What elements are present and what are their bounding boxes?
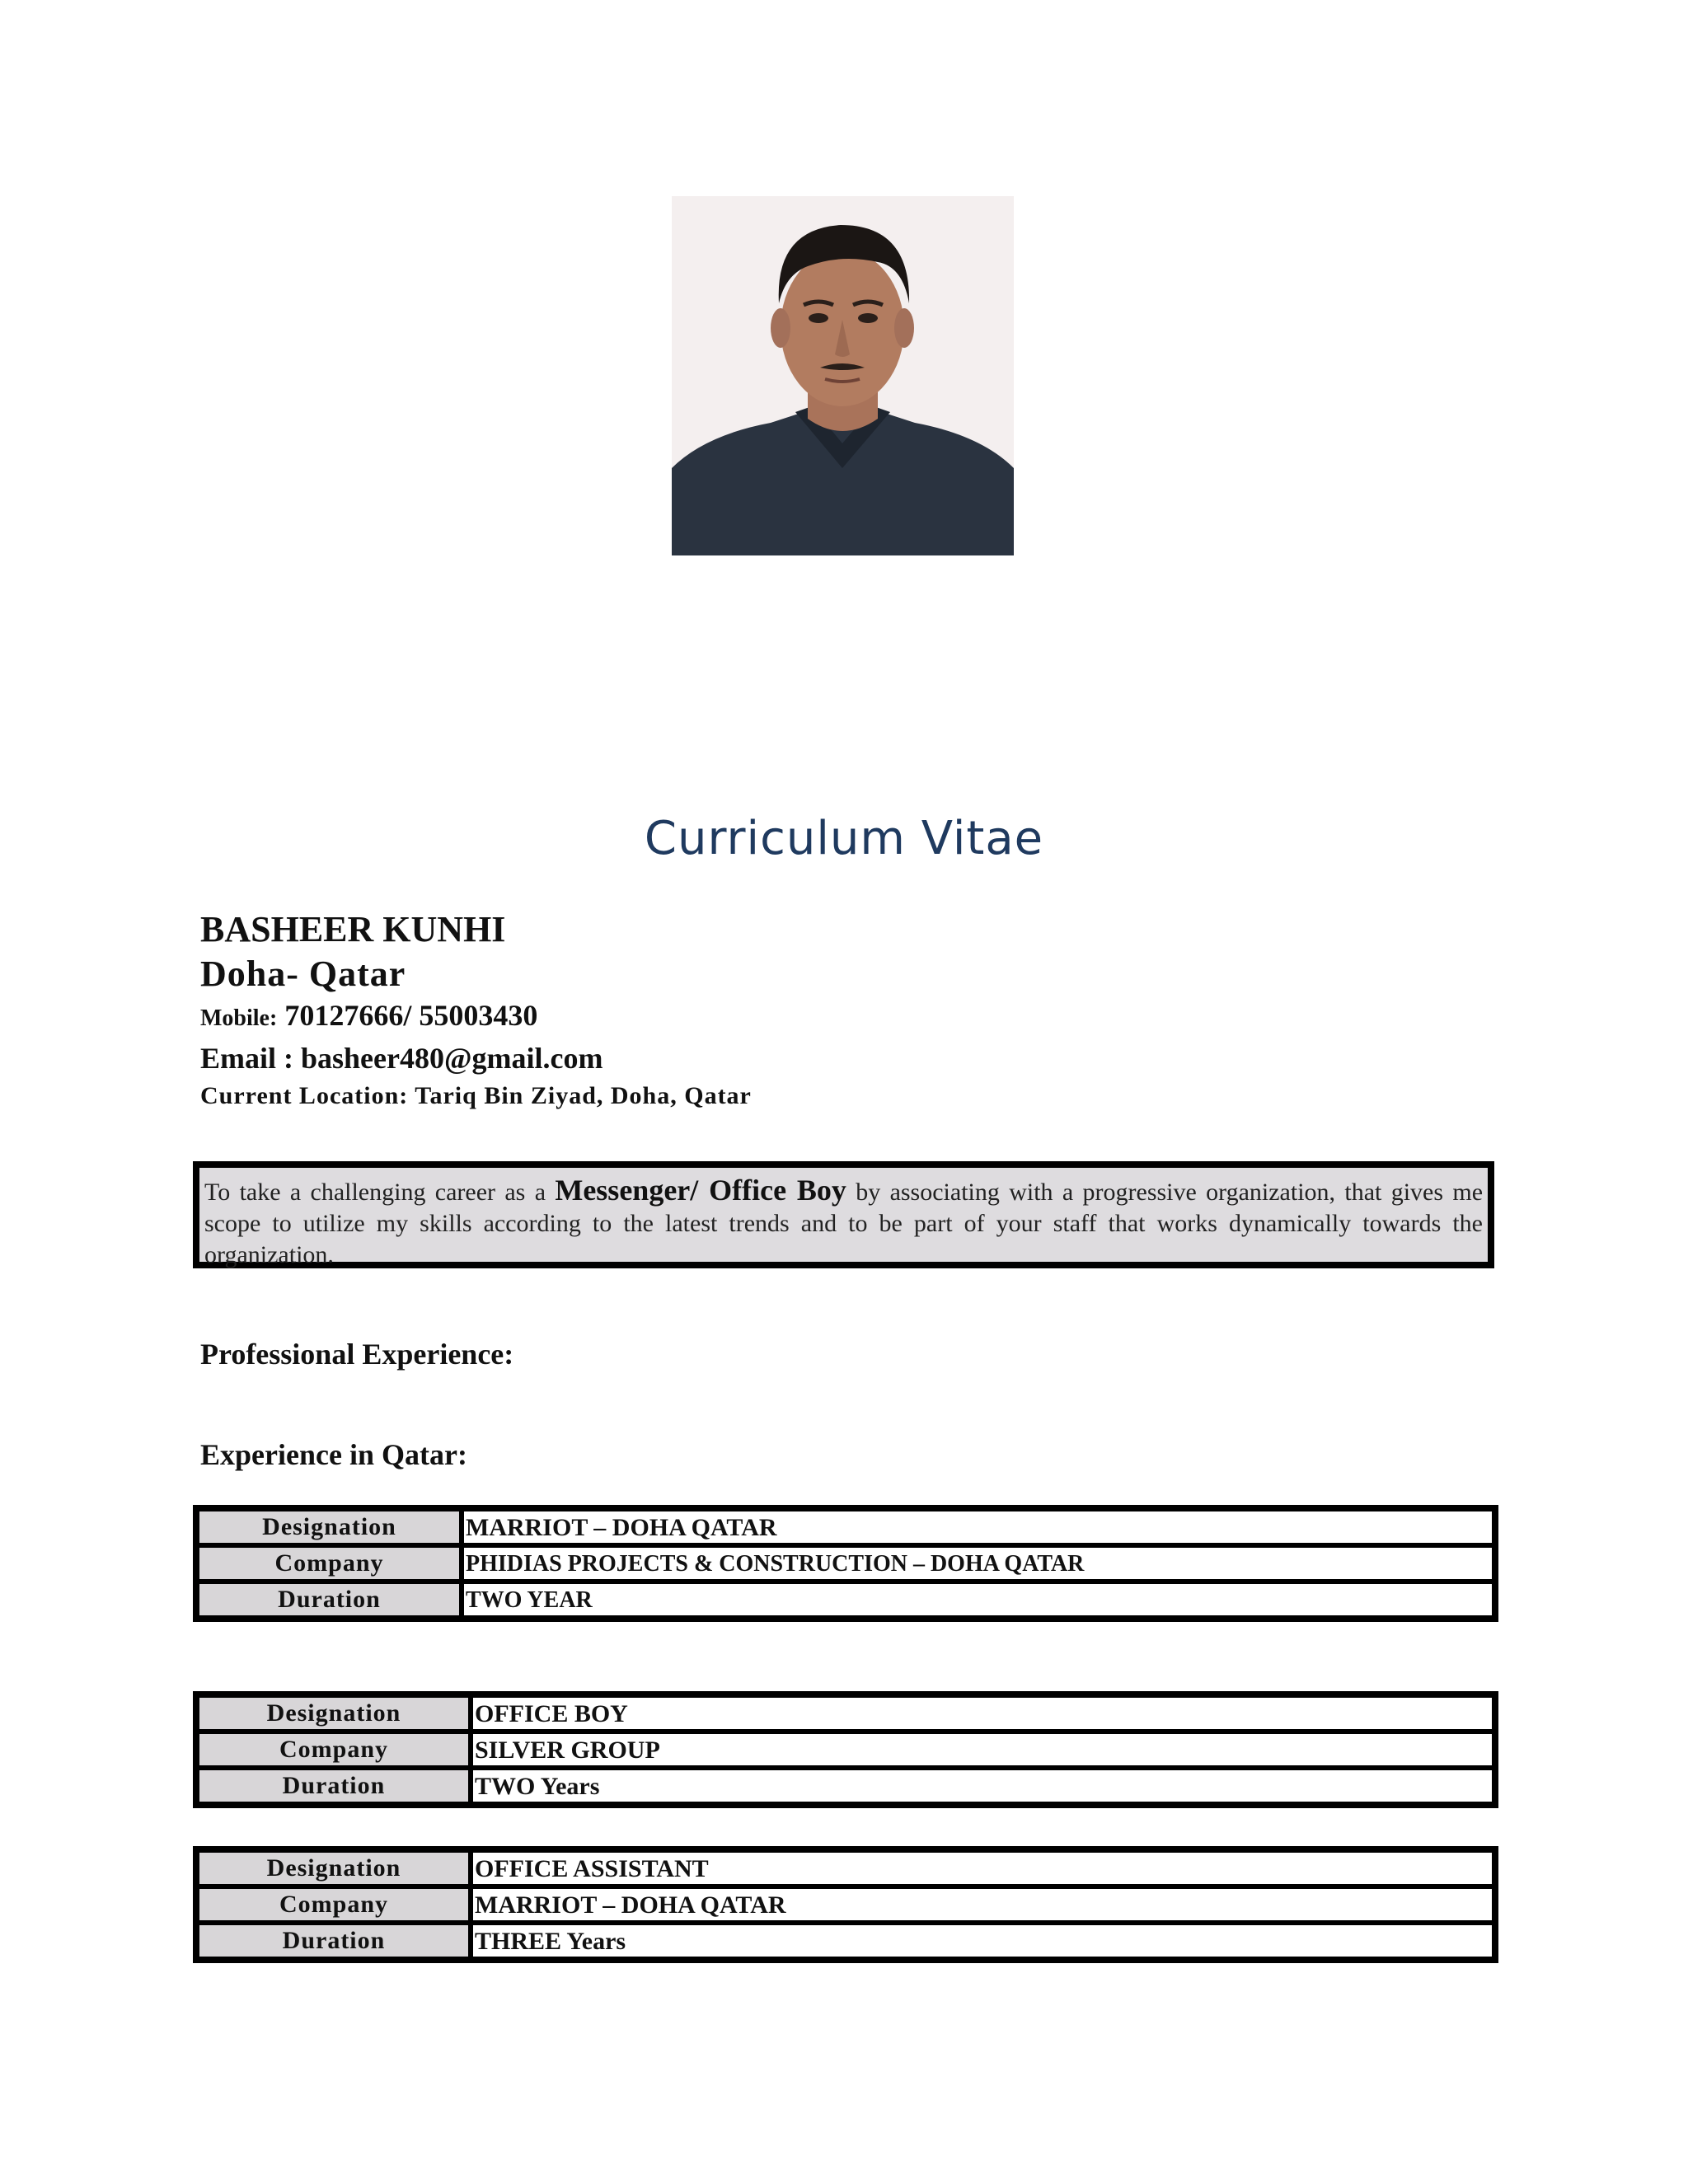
designation-value: OFFICE ASSISTANT [473,1853,1492,1884]
table-row [199,1584,1492,1615]
company-label: Company [199,1734,468,1765]
mobile-value: 70127666/ 55003430 [284,999,538,1032]
table-row [199,1511,1492,1543]
mobile-label: Mobile: [200,1005,278,1031]
designation-label: Designation [199,1511,459,1543]
duration-value: TWO YEAR [464,1584,1492,1615]
career-objective [193,1161,1494,1268]
company-label: Company [199,1548,459,1579]
duration-value: TWO Years [473,1770,1492,1802]
location-value: Tariq Bin Ziyad, Doha, Qatar [415,1082,752,1109]
table-row [199,1770,1492,1802]
experience-table-3 [193,1846,1498,1963]
company-value: PHIDIAS PROJECTS & CONSTRUCTION – DOHA QATAR [464,1548,1492,1579]
experience-table-1 [193,1505,1498,1622]
company-value: MARRIOT – DOHA QATAR [473,1889,1492,1920]
candidate-name: BASHEER KUNHI [200,909,506,949]
contact-block [200,907,752,1114]
designation-value: MARRIOT – DOHA QATAR [464,1511,1492,1543]
objective-text-start: To take a challenging career as a [204,1179,556,1206]
table-row [199,1548,1492,1579]
company-value: SILVER GROUP [473,1734,1492,1765]
portrait-image [672,196,1014,555]
designation-label: Designation [199,1853,468,1884]
designation-value: OFFICE BOY [473,1698,1492,1729]
location-label: Current Location: [200,1082,409,1109]
email-line: Email : basheer480@gmail.com [200,1042,603,1075]
professional-experience-heading: Professional Experience: [200,1338,514,1371]
location-line [200,1078,752,1114]
duration-value: THREE Years [473,1925,1492,1957]
document-title: Curriculum Vitae [644,812,1044,865]
table-row [199,1925,1492,1957]
duration-label: Duration [199,1770,468,1802]
company-label: Company [199,1889,468,1920]
experience-table-2 [193,1691,1498,1808]
table-row [199,1734,1492,1765]
table-row [199,1889,1492,1920]
duration-label: Duration [199,1584,459,1615]
profile-photo [672,196,1014,555]
designation-label: Designation [199,1698,468,1729]
duration-label: Duration [199,1925,468,1957]
objective-text-end: by associating with a progressive organization, that gives me scope to utilize my skills according to the latest trends and to be part of your staff that works dynamically towards the organization. [204,1179,1484,1268]
table-row [199,1698,1492,1729]
mobile-line [200,996,752,1038]
qatar-experience-heading: Experience in Qatar: [200,1438,467,1471]
candidate-city: Doha- Qatar [200,954,406,994]
table-row [199,1853,1492,1884]
objective-role: Messenger/ Office Boy [555,1174,846,1207]
